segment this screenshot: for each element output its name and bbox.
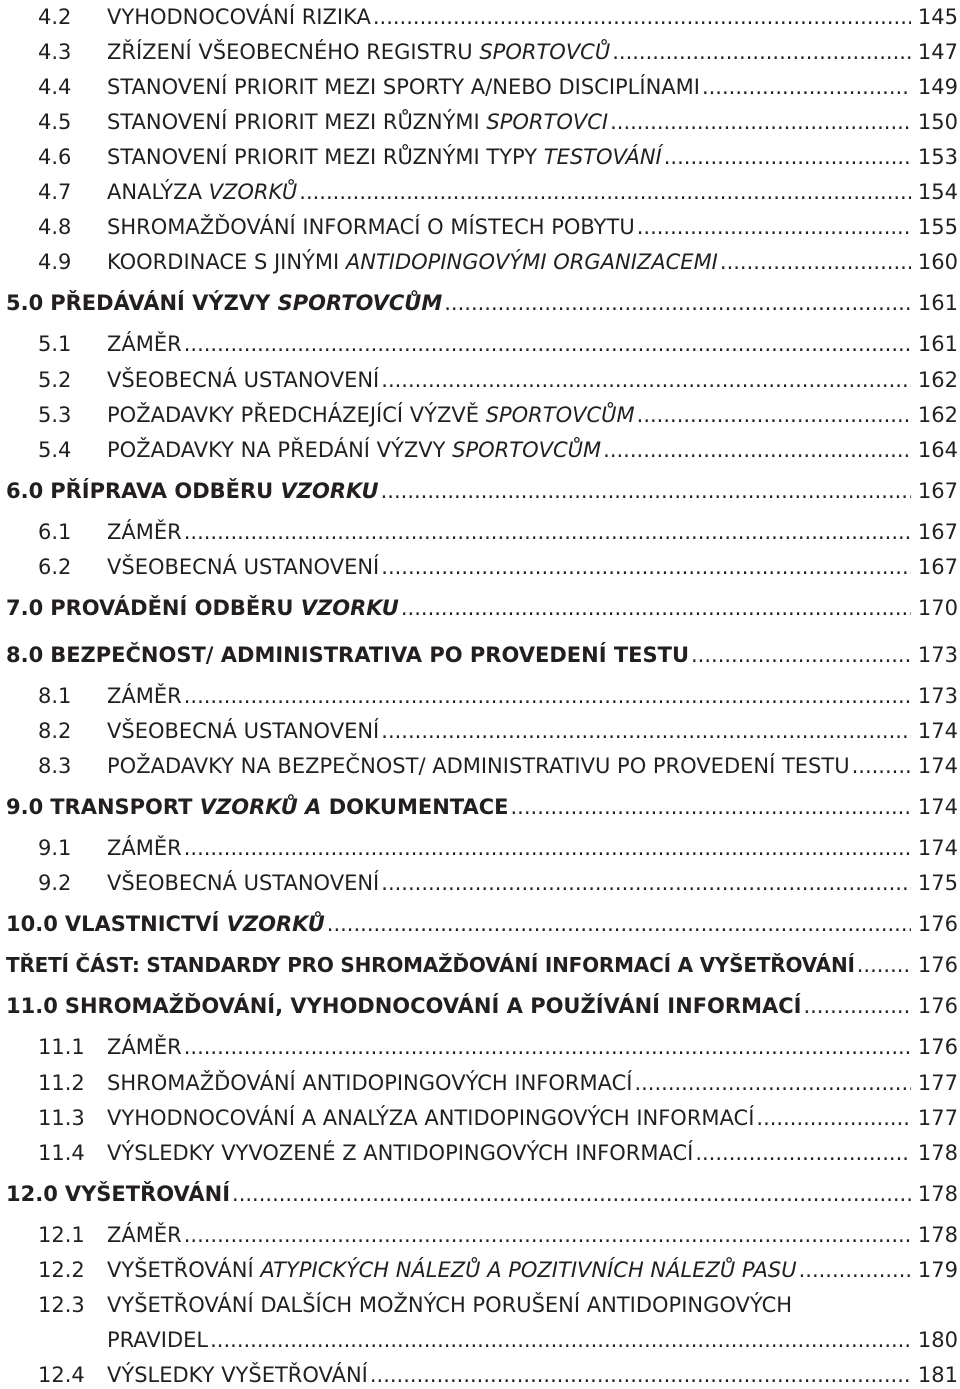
toc-title-text: VÝSLEDKY VYŠETŘOVÁNÍ <box>107 1363 368 1388</box>
toc-entry-title <box>107 109 610 135</box>
toc-page-number: 178 <box>917 1140 958 1165</box>
toc-entry-number: 12.3 <box>38 1293 85 1318</box>
toc-page-number: 155 <box>917 215 958 240</box>
toc-title-text: ANALÝZA <box>107 180 209 205</box>
toc-dot-leader <box>702 74 911 100</box>
toc-title-text: STANOVENÍ PRIORIT MEZI SPORTY A/NEBO DISCIPLÍNAMI <box>107 74 700 99</box>
toc-entry-title <box>107 1034 184 1060</box>
toc-entry-number: 12.0 <box>6 1181 58 1206</box>
toc-page-number: 181 <box>917 1363 958 1388</box>
toc-dot-leader <box>637 214 911 240</box>
toc-entry <box>0 1292 960 1318</box>
toc-title-text: STANOVENÍ PRIORIT MEZI RŮZNÝMI <box>107 109 487 134</box>
toc-entry-number: 9.2 <box>38 871 72 896</box>
toc-entry-number: 4.3 <box>38 39 72 64</box>
toc-entry-number: 5.4 <box>38 437 72 462</box>
toc-page-number: 174 <box>917 719 958 744</box>
toc-dot-leader <box>444 290 911 316</box>
toc-entry-continuation <box>0 1327 960 1353</box>
toc-title-text: VYŠETŘOVÁNÍ <box>107 1258 261 1283</box>
toc-entry-title <box>107 367 381 393</box>
toc-entry-title <box>107 1105 756 1131</box>
toc-entry <box>0 1222 960 1248</box>
toc-page-number: 161 <box>917 291 958 316</box>
toc-section-entry <box>0 993 960 1019</box>
toc-title-text: ZÁMĚR <box>107 332 182 357</box>
toc-page-number: 160 <box>917 250 958 275</box>
toc-section-entry <box>0 595 960 621</box>
toc-page-number: 150 <box>917 109 958 134</box>
toc-page-number: 170 <box>917 596 958 621</box>
toc-entry <box>0 109 960 135</box>
toc-page-number: 176 <box>917 994 958 1019</box>
toc-page-number: 162 <box>917 402 958 427</box>
toc-entry <box>0 144 960 170</box>
toc-entry-number: 11.0 <box>6 994 58 1019</box>
toc-entry-title <box>107 144 664 170</box>
toc-dot-leader <box>373 4 911 30</box>
toc-entry-title <box>107 1222 184 1248</box>
toc-entry-number: 6.0 <box>6 478 44 503</box>
toc-dot-leader <box>370 1362 911 1388</box>
toc-title-term: ANTIDOPINGOVÝMI ORGANIZACEMI <box>345 250 718 275</box>
toc-page-number: 154 <box>917 180 958 205</box>
toc-entry-title <box>107 437 603 463</box>
toc-title-text: VYŠETŘOVÁNÍ DALŠÍCH MOŽNÝCH PORUŠENÍ ANTIDOPINGOVÝCH <box>107 1293 793 1318</box>
toc-entry-title <box>107 1362 370 1388</box>
toc-entry-number: 4.9 <box>38 250 72 275</box>
toc-page-number: 179 <box>917 1258 958 1283</box>
toc-dot-leader <box>720 249 911 275</box>
toc-dot-leader <box>852 753 911 779</box>
toc-entry-title <box>107 74 702 100</box>
toc-entry <box>0 367 960 393</box>
toc-entry-title <box>107 1257 799 1283</box>
toc-entry-number: 8.2 <box>38 719 72 744</box>
toc-title-term: VZORKŮ <box>208 180 298 205</box>
toc-entry-title <box>107 4 373 30</box>
toc-section-entry <box>0 911 960 937</box>
toc-entry-title <box>107 214 637 240</box>
toc-title-term: ATYPICKÝCH NÁLEZŮ A POZITIVNÍCH NÁLEZŮ PASU <box>260 1258 797 1283</box>
toc-dot-leader <box>184 1034 911 1060</box>
toc-section-entry <box>0 794 960 820</box>
toc-entry-title <box>107 1327 210 1353</box>
toc-entry-number: 5.0 <box>6 291 44 316</box>
toc-entry-number: 12.1 <box>38 1222 85 1247</box>
toc-dot-leader <box>756 1105 911 1131</box>
toc-title-text: ZŘÍZENÍ VŠEOBECNÉHO REGISTRU <box>107 39 480 64</box>
toc-title-term: VZORKU <box>280 478 379 503</box>
toc-entry-number: 12.4 <box>38 1363 85 1388</box>
toc-title-text: VYHODNOCOVÁNÍ RIZIKA <box>107 4 371 29</box>
toc-title-term: SPORTOVCI <box>486 109 609 134</box>
toc-title-term: VZORKŮ A <box>199 795 322 820</box>
toc-entry-number: 11.2 <box>38 1070 85 1095</box>
toc-title-text: VŠEOBECNÁ USTANOVENÍ <box>107 555 380 580</box>
toc-entry <box>0 437 960 463</box>
toc-part-entry <box>0 952 960 978</box>
toc-entry-title <box>6 952 857 978</box>
toc-entry <box>0 753 960 779</box>
toc-page-number: 176 <box>917 912 958 937</box>
toc-title-text: SHROMAŽĎOVÁNÍ ANTIDOPINGOVÝCH INFORMACÍ <box>107 1070 633 1095</box>
toc-dot-leader <box>401 595 911 621</box>
toc-title-text: ZÁMĚR <box>107 1222 182 1247</box>
toc-dot-leader <box>184 835 911 861</box>
toc-page-number: 177 <box>917 1070 958 1095</box>
toc-entry-title <box>50 478 380 504</box>
toc-title-text: DOKUMENTACE <box>321 795 509 820</box>
toc-entry <box>0 835 960 861</box>
toc-entry-number: 11.1 <box>38 1035 85 1060</box>
toc-entry <box>0 331 960 357</box>
toc-entry-title <box>107 519 184 545</box>
toc-dot-leader <box>637 402 911 428</box>
toc-entry <box>0 179 960 205</box>
toc-entry-title <box>50 642 691 668</box>
toc-page-number: 173 <box>917 643 958 668</box>
toc-page-number: 162 <box>917 367 958 392</box>
toc-dot-leader <box>610 109 911 135</box>
toc-entry-title <box>107 753 852 779</box>
toc-entry <box>0 519 960 545</box>
toc-page-number: 164 <box>917 437 958 462</box>
toc-title-text: ZÁMĚR <box>107 684 182 709</box>
toc-entry-number: 11.3 <box>38 1105 85 1130</box>
toc-entry <box>0 402 960 428</box>
toc-entry <box>0 1257 960 1283</box>
toc-entry-number: 5.3 <box>38 402 72 427</box>
toc-entry-title <box>65 911 327 937</box>
toc-entry <box>0 1034 960 1060</box>
toc-title-text: SHROMAŽĎOVÁNÍ INFORMACÍ O MÍSTECH POBYTU <box>107 215 635 240</box>
toc-page-number: 176 <box>917 1035 958 1060</box>
toc-entry-title <box>107 683 184 709</box>
toc-entry <box>0 683 960 709</box>
toc-dot-leader <box>803 993 910 1019</box>
toc-dot-leader <box>381 367 911 393</box>
toc-title-text: POŽADAVKY NA BEZPEČNOST/ ADMINISTRATIVU PO PROVEDENÍ TESTU <box>107 754 850 779</box>
toc-title-text: PŘÍPRAVA ODBĚRU <box>50 478 281 503</box>
toc-entry-title <box>107 1292 794 1318</box>
toc-dot-leader <box>381 870 911 896</box>
toc-entry <box>0 1105 960 1131</box>
toc-title-text: TRANSPORT <box>50 795 200 820</box>
toc-entry-number: 12.2 <box>38 1258 85 1283</box>
toc-section-entry <box>0 290 960 316</box>
toc-entry <box>0 214 960 240</box>
toc-title-text: STANOVENÍ PRIORIT MEZI RŮZNÝMI TYPY <box>107 145 544 170</box>
toc-page-number: 145 <box>917 4 958 29</box>
toc-title-text: VLASTNICTVÍ <box>64 912 227 937</box>
toc-entry-number: 11.4 <box>38 1140 85 1165</box>
toc-entry-number: 9.0 <box>6 795 44 820</box>
toc-dot-leader <box>857 952 911 978</box>
toc-dot-leader <box>511 794 911 820</box>
toc-title-text: VÝSLEDKY VYVOZENÉ Z ANTIDOPINGOVÝCH INFORMACÍ <box>107 1140 694 1165</box>
toc-dot-leader <box>664 144 911 170</box>
toc-title-term: TESTOVÁNÍ <box>543 145 662 170</box>
toc-title-term: SPORTOVCŮM <box>485 402 635 427</box>
toc-entry-number: 8.0 <box>6 643 44 668</box>
toc-entry <box>0 554 960 580</box>
toc-entry-number: 6.2 <box>38 555 72 580</box>
toc-entry-title <box>107 249 720 275</box>
toc-dot-leader <box>184 683 911 709</box>
toc-entry-title <box>107 1140 695 1166</box>
toc-dot-leader <box>612 39 911 65</box>
toc-section-entry <box>0 478 960 504</box>
toc-entry-title <box>107 179 299 205</box>
toc-entry-number: 6.1 <box>38 519 72 544</box>
toc-page-number: 161 <box>917 332 958 357</box>
toc-page-number: 177 <box>917 1105 958 1130</box>
toc-title-text: BEZPEČNOST/ ADMINISTRATIVA PO PROVEDENÍ TESTU <box>50 643 689 668</box>
toc-title-term: VZORKU <box>300 596 399 621</box>
toc-entry <box>0 1140 960 1166</box>
toc-page-number: 173 <box>917 684 958 709</box>
toc-entry-number: 5.1 <box>38 332 72 357</box>
toc-title-text: POŽADAVKY PŘEDCHÁZEJÍCÍ VÝZVĚ <box>107 402 486 427</box>
toc-entry-number: 5.2 <box>38 367 72 392</box>
toc-entry-number: 10.0 <box>6 912 58 937</box>
toc-entry-number: 8.3 <box>38 754 72 779</box>
toc-title-text: KOORDINACE S JINÝMI <box>107 250 346 275</box>
toc-entry <box>0 1362 960 1388</box>
toc-entry <box>0 718 960 744</box>
toc-dot-leader <box>299 179 911 205</box>
toc-dot-leader <box>232 1181 911 1207</box>
toc-title-text: POŽADAVKY NA PŘEDÁNÍ VÝZVY <box>107 437 453 462</box>
toc-entry-number: 4.4 <box>38 74 72 99</box>
toc-page-number: 178 <box>917 1181 958 1206</box>
toc-entry-title <box>107 870 381 896</box>
toc-title-text: PŘEDÁVÁNÍ VÝZVY <box>50 291 278 316</box>
toc-entry <box>0 249 960 275</box>
toc-dot-leader <box>184 1222 911 1248</box>
toc-section-entry <box>0 642 960 668</box>
toc-dot-leader <box>327 911 911 937</box>
toc-entry-title <box>107 331 184 357</box>
toc-title-text: PROVÁDĚNÍ ODBĚRU <box>50 596 301 621</box>
toc-entry <box>0 74 960 100</box>
toc-entry-title <box>50 794 510 820</box>
toc-page-number: 180 <box>917 1328 958 1353</box>
toc-entry-number: 4.8 <box>38 215 72 240</box>
toc-dot-leader <box>381 718 911 744</box>
toc-page-number: 147 <box>917 39 958 64</box>
toc-title-term: VZORKŮ <box>226 912 325 937</box>
toc-entry-number: 7.0 <box>6 596 44 621</box>
toc-entry-title <box>107 718 381 744</box>
toc-entry-number: 4.5 <box>38 109 72 134</box>
toc-entry <box>0 1070 960 1096</box>
toc-entry-number: 4.6 <box>38 145 72 170</box>
toc-entry-title <box>107 402 637 428</box>
toc-title-text: ZÁMĚR <box>107 836 182 861</box>
toc-page-number: 167 <box>917 519 958 544</box>
toc-title-text: TŘETÍ ČÁST: STANDARDY PRO SHROMAŽĎOVÁNÍ INFORMACÍ A VYŠETŘOVÁNÍ <box>6 953 855 978</box>
toc-title-text: VYHODNOCOVÁNÍ A ANALÝZA ANTIDOPINGOVÝCH INFORMACÍ <box>107 1105 755 1130</box>
toc-page-number: 149 <box>917 74 958 99</box>
toc-entry <box>0 39 960 65</box>
toc-dot-leader <box>634 1070 910 1096</box>
toc-dot-leader <box>381 554 911 580</box>
toc-title-term: SPORTOVCŮM <box>452 437 602 462</box>
toc-title-text: VŠEOBECNÁ USTANOVENÍ <box>107 719 380 744</box>
toc-entry-title <box>65 993 804 1019</box>
toc-dot-leader <box>603 437 911 463</box>
toc-title-text: SHROMAŽĎOVÁNÍ, VYHODNOCOVÁNÍ A POUŽÍVÁNÍ INFORMACÍ <box>64 994 802 1019</box>
toc-dot-leader <box>210 1327 911 1353</box>
toc-title-text: VŠEOBECNÁ USTANOVENÍ <box>107 367 380 392</box>
toc-page-number: 153 <box>917 145 958 170</box>
toc-entry-number: 9.1 <box>38 836 72 861</box>
toc-entry-title <box>107 835 184 861</box>
toc-dot-leader <box>799 1257 911 1283</box>
toc-entry <box>0 4 960 30</box>
toc-entry-title <box>50 290 444 316</box>
toc-page-number: 174 <box>917 754 958 779</box>
toc-page-number: 178 <box>917 1222 958 1247</box>
toc-title-text: ZÁMĚR <box>107 1035 182 1060</box>
toc-title-text: PRAVIDEL <box>107 1328 209 1353</box>
toc-dot-leader <box>695 1140 911 1166</box>
toc-entry <box>0 870 960 896</box>
toc-entry-title <box>65 1181 232 1207</box>
toc-entry-number: 4.2 <box>38 4 72 29</box>
toc-title-text: ZÁMĚR <box>107 519 182 544</box>
toc-title-text: VŠEOBECNÁ USTANOVENÍ <box>107 871 380 896</box>
toc-entry-number: 8.1 <box>38 684 72 709</box>
toc-page-number: 176 <box>917 953 958 978</box>
toc-entry-title <box>107 554 381 580</box>
toc-dot-leader <box>184 519 911 545</box>
toc-page-number: 167 <box>917 478 958 503</box>
toc-page-number: 167 <box>917 555 958 580</box>
toc-entry-number: 4.7 <box>38 180 72 205</box>
toc-entry-title <box>107 1070 634 1096</box>
toc-title-term: SPORTOVCŮ <box>479 39 611 64</box>
toc-dot-leader <box>184 331 911 357</box>
toc-page-number: 174 <box>917 836 958 861</box>
toc-page-number: 174 <box>917 795 958 820</box>
toc-entry-title <box>107 39 612 65</box>
toc-title-term: SPORTOVCŮM <box>277 291 443 316</box>
toc-section-entry <box>0 1181 960 1207</box>
toc-page-number: 175 <box>917 871 958 896</box>
toc-entry-title <box>50 595 401 621</box>
toc-dot-leader <box>381 478 911 504</box>
toc-dot-leader <box>691 642 911 668</box>
toc-title-text: VYŠETŘOVÁNÍ <box>64 1181 231 1206</box>
